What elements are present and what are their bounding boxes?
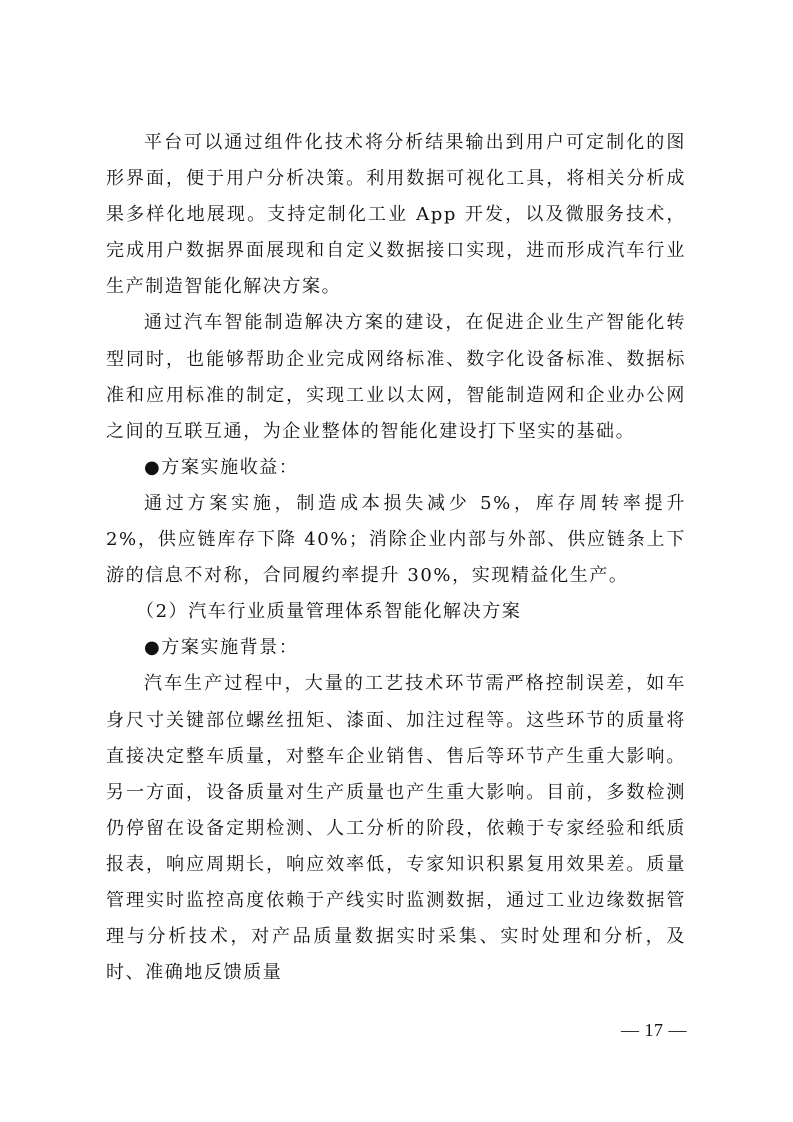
paragraph-benefits: 通过方案实施，制造成本损失减少 5%，库存周转率提升 2%，供应链库存下降 40%；消除企业内部与外部、供应链条上下游的信息不对称，合同履约率提升 30%，实现精益化生产。: [106, 492, 686, 587]
paragraph-background: 汽车生产过程中，大量的工艺技术环节需严格控制误差，如车身尺寸关键部位螺丝扭矩、漆面、加注过程等。这些环节的质量将直接决定整车质量，对整车企业销售、售后等环节产生重大影响。另一方面，设备质量对生产质量也产生重大影响。目前，多数检测仍停留在设备定期检测、人工分析的阶段，依赖于专家经验和纸质报表，响应周期长，响应效率低，专家知识积累复用效果差。质量管理实时监控高度依赖于产线实时监测数据，通过工业边缘数据管理与分析技术，对产品质量数据实时采集、实时处理和分析，及时、准确地反馈质量: [106, 673, 686, 984]
bullet-heading-benefits: ●方案实施收益：: [144, 456, 299, 478]
page-number: — 17 —: [621, 1020, 687, 1040]
document-body: [106, 125, 686, 991]
paragraph-smart-manufacturing-construction: 通过汽车智能制造解决方案的建设，在促进企业生产智能化转型同时，也能够帮助企业完成网络标准、数字化设备标准、数据标准和应用标准的制定，实现工业以太网，智能制造网和企业办公网之间的互联互通，为企业整体的智能化建设打下坚实的基础。: [106, 312, 686, 442]
paragraph-platform-visualization: 平台可以通过组件化技术将分析结果输出到用户可定制化的图形界面，便于用户分析决策。利用数据可视化工具，将相关分析成果多样化地展现。支持定制化工业 App 开发，以及微服务技术，完成用户数据界面展现和自定义数据接口实现，进而形成汽车行业生产制造智能化解决方案。: [106, 132, 686, 298]
section-heading-quality-management: （2）汽车行业质量管理体系智能化解决方案: [136, 601, 522, 623]
bullet-heading-background: ●方案实施背景：: [144, 637, 299, 659]
